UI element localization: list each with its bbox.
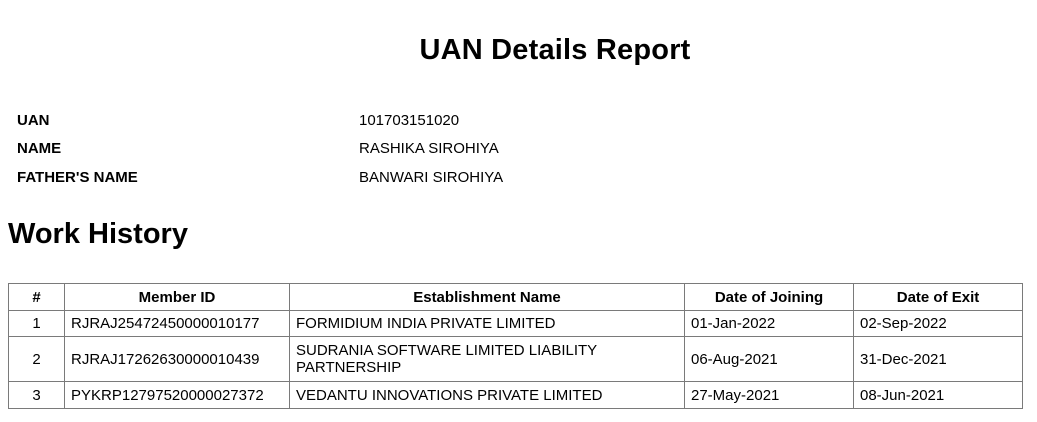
date-of-exit-cell: 08-Jun-2021 <box>854 382 1023 409</box>
member-id-cell: PYKRP12797520000027372 <box>65 382 290 409</box>
row-number: 1 <box>9 311 65 337</box>
column-header-number: # <box>9 284 65 311</box>
table-row <box>9 337 1023 382</box>
table-row <box>9 311 1023 337</box>
row-number: 3 <box>9 382 65 409</box>
member-id-cell: RJRAJ25472450000010177 <box>65 311 290 337</box>
date-of-joining-cell: 01-Jan-2022 <box>685 311 854 337</box>
table-header-row <box>9 284 1023 311</box>
member-info-table <box>17 106 503 192</box>
column-header-date-of-exit: Date of Exit <box>854 284 1023 311</box>
report-title: UAN Details Report <box>419 34 691 66</box>
establishment-name-cell: VEDANTU INNOVATIONS PRIVATE LIMITED <box>290 382 685 409</box>
column-header-member-id: Member ID <box>65 284 290 311</box>
date-of-joining-cell: 27-May-2021 <box>685 382 854 409</box>
date-of-exit-cell: 31-Dec-2021 <box>854 337 1023 382</box>
establishment-name-cell: FORMIDIUM INDIA PRIVATE LIMITED <box>290 311 685 337</box>
uan-row <box>17 106 503 135</box>
uan-label: UAN <box>17 111 50 129</box>
work-history-table <box>8 283 1023 409</box>
column-header-establishment-name: Establishment Name <box>290 284 685 311</box>
name-row <box>17 135 503 164</box>
member-id-cell: RJRAJ17262630000010439 <box>65 337 290 382</box>
name-label: NAME <box>17 140 62 158</box>
father-name-row <box>17 163 503 192</box>
column-header-date-of-joining: Date of Joining <box>685 284 854 311</box>
establishment-name-cell: SUDRANIA SOFTWARE LIMITED LIABILITY PARTNERSHIP <box>290 337 685 382</box>
father-name-label: FATHER'S NAME <box>17 168 138 186</box>
date-of-joining-cell: 06-Aug-2021 <box>685 337 854 382</box>
date-of-exit-cell: 02-Sep-2022 <box>854 311 1023 337</box>
uan-value: 101703151020 <box>359 111 460 129</box>
name-value: RASHIKA SIROHIYA <box>359 140 499 158</box>
row-number: 2 <box>9 337 65 382</box>
work-history-heading: Work History <box>8 218 188 250</box>
father-name-value: BANWARI SIROHIYA <box>359 168 504 186</box>
table-row <box>9 382 1023 409</box>
